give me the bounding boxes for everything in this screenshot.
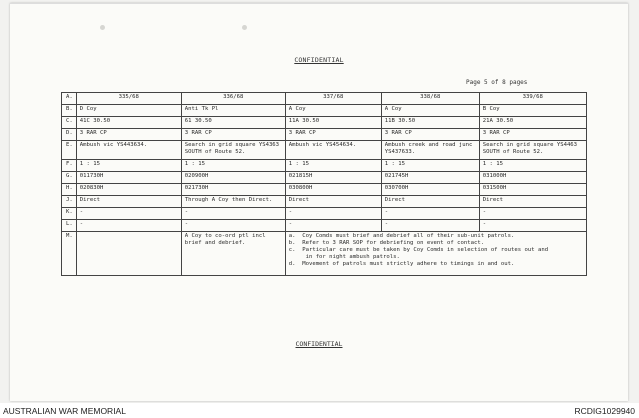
footer-source: AUSTRALIAN WAR MEMORIAL bbox=[3, 406, 126, 416]
table-cell: - bbox=[181, 220, 285, 232]
table-cell: - bbox=[181, 208, 285, 220]
table-cell: 1 : 15 bbox=[381, 160, 479, 172]
remarks-cell: A Coy to co-ord ptl incl brief and debrief. bbox=[181, 232, 285, 276]
table-cell: 1 : 15 bbox=[285, 160, 381, 172]
table-cell: Direct bbox=[479, 196, 586, 208]
table-cell: 3 RAR CP bbox=[76, 129, 181, 141]
page-number: Page 5 of 8 pages bbox=[466, 79, 528, 86]
table-cell: 1 : 15 bbox=[181, 160, 285, 172]
patrol-number-cell: 338/68 bbox=[381, 93, 479, 105]
footer-id: RCDIG1029940 bbox=[574, 406, 635, 416]
table-row bbox=[62, 117, 587, 129]
patrol-number-cell: 339/68 bbox=[479, 93, 586, 105]
table-cell: Direct bbox=[76, 196, 181, 208]
table-cell: 031500H bbox=[479, 184, 586, 196]
document-page bbox=[10, 3, 628, 401]
table-cell: A Coy bbox=[381, 105, 479, 117]
table-cell: 021815H bbox=[285, 172, 381, 184]
patrol-number-cell: 336/68 bbox=[181, 93, 285, 105]
table-row bbox=[62, 129, 587, 141]
remarks-note-line: in for night ambush patrols. bbox=[288, 254, 400, 260]
row-label: B. bbox=[62, 105, 77, 117]
table-cell: 021745H bbox=[381, 172, 479, 184]
table-cell: Through A Coy then Direct. bbox=[181, 196, 285, 208]
table-cell: 030700H bbox=[381, 184, 479, 196]
row-label: A. bbox=[62, 93, 77, 105]
row-label: G. bbox=[62, 172, 77, 184]
table-cell: B Coy bbox=[479, 105, 586, 117]
table-cell: 020830H bbox=[76, 184, 181, 196]
table-cell: - bbox=[285, 208, 381, 220]
table-cell: Direct bbox=[381, 196, 479, 208]
table-cell: Search in grid square YS4463 SOUTH of Route 52. bbox=[479, 141, 586, 160]
table-cell: 1 : 15 bbox=[76, 160, 181, 172]
row-label: H. bbox=[62, 184, 77, 196]
table-cell: A Coy bbox=[285, 105, 381, 117]
table-cell: Ambush vic YS454634. bbox=[285, 141, 381, 160]
table-cell: 030800H bbox=[285, 184, 381, 196]
table-cell: - bbox=[479, 208, 586, 220]
row-label: E. bbox=[62, 141, 77, 160]
table-cell: D Coy bbox=[76, 105, 181, 117]
table-row bbox=[62, 208, 587, 220]
row-label: L. bbox=[62, 220, 77, 232]
row-label: K. bbox=[62, 208, 77, 220]
patrol-table bbox=[61, 92, 587, 276]
row-label: F. bbox=[62, 160, 77, 172]
row-label: M. bbox=[62, 232, 77, 276]
table-cell: 61 30.50 bbox=[181, 117, 285, 129]
row-label: J. bbox=[62, 196, 77, 208]
table-row bbox=[62, 172, 587, 184]
punch-hole bbox=[242, 25, 247, 30]
remarks-note-line: b. Refer to 3 RAR SOP for debriefing on event of contact. bbox=[288, 240, 485, 246]
table-cell: - bbox=[76, 220, 181, 232]
table-cell: 011730H bbox=[76, 172, 181, 184]
table-row bbox=[62, 141, 587, 160]
table-row bbox=[62, 160, 587, 172]
table-cell: - bbox=[76, 208, 181, 220]
table-cell: 11B 30.50 bbox=[381, 117, 479, 129]
table-cell: 3 RAR CP bbox=[381, 129, 479, 141]
remarks-row bbox=[62, 232, 587, 276]
remarks-cell bbox=[76, 232, 181, 276]
table-cell: Search in grid square YS4363 SOUTH of Route 52. bbox=[181, 141, 285, 160]
table-row bbox=[62, 196, 587, 208]
patrol-number-cell: 337/68 bbox=[285, 93, 381, 105]
table-row bbox=[62, 93, 587, 105]
remarks-note-line: d. Movement of patrols must strictly adhere to timings in and out. bbox=[288, 261, 515, 267]
table-cell: 11A 30.50 bbox=[285, 117, 381, 129]
table-cell: - bbox=[285, 220, 381, 232]
table-cell: 031000H bbox=[479, 172, 586, 184]
table-cell: 020900H bbox=[181, 172, 285, 184]
remarks-note-line: a. Coy Comds must brief and debrief all of their sub-unit patrols. bbox=[288, 233, 515, 239]
row-label: C. bbox=[62, 117, 77, 129]
remarks-notes-cell bbox=[285, 232, 586, 276]
remarks-note-line: c. Particular care must be taken by Coy Comds in selection of routes out and bbox=[288, 247, 549, 253]
archive-footer bbox=[0, 403, 639, 418]
table-cell: Ambush vic YS443634. bbox=[76, 141, 181, 160]
table-cell: 3 RAR CP bbox=[181, 129, 285, 141]
classification-top: CONFIDENTIAL bbox=[294, 56, 344, 64]
row-label: D. bbox=[62, 129, 77, 141]
table-row bbox=[62, 184, 587, 196]
punch-hole bbox=[100, 25, 105, 30]
table-cell: Direct bbox=[285, 196, 381, 208]
table-cell: - bbox=[381, 208, 479, 220]
table-cell: - bbox=[479, 220, 586, 232]
table-cell: 021730H bbox=[181, 184, 285, 196]
table-cell: 21A 30.50 bbox=[479, 117, 586, 129]
table-row bbox=[62, 220, 587, 232]
table-cell: Ambush creek and road junc YS437633. bbox=[381, 141, 479, 160]
table-cell: - bbox=[381, 220, 479, 232]
patrol-number-cell: 335/68 bbox=[76, 93, 181, 105]
table-cell: Anti Tk Pl bbox=[181, 105, 285, 117]
table-cell: 41C 30.50 bbox=[76, 117, 181, 129]
classification-bottom: CONFIDENTIAL bbox=[295, 340, 343, 348]
table-cell: 1 : 15 bbox=[479, 160, 586, 172]
table-cell: 3 RAR CP bbox=[479, 129, 586, 141]
table-row bbox=[62, 105, 587, 117]
table-cell: 3 RAR CP bbox=[285, 129, 381, 141]
